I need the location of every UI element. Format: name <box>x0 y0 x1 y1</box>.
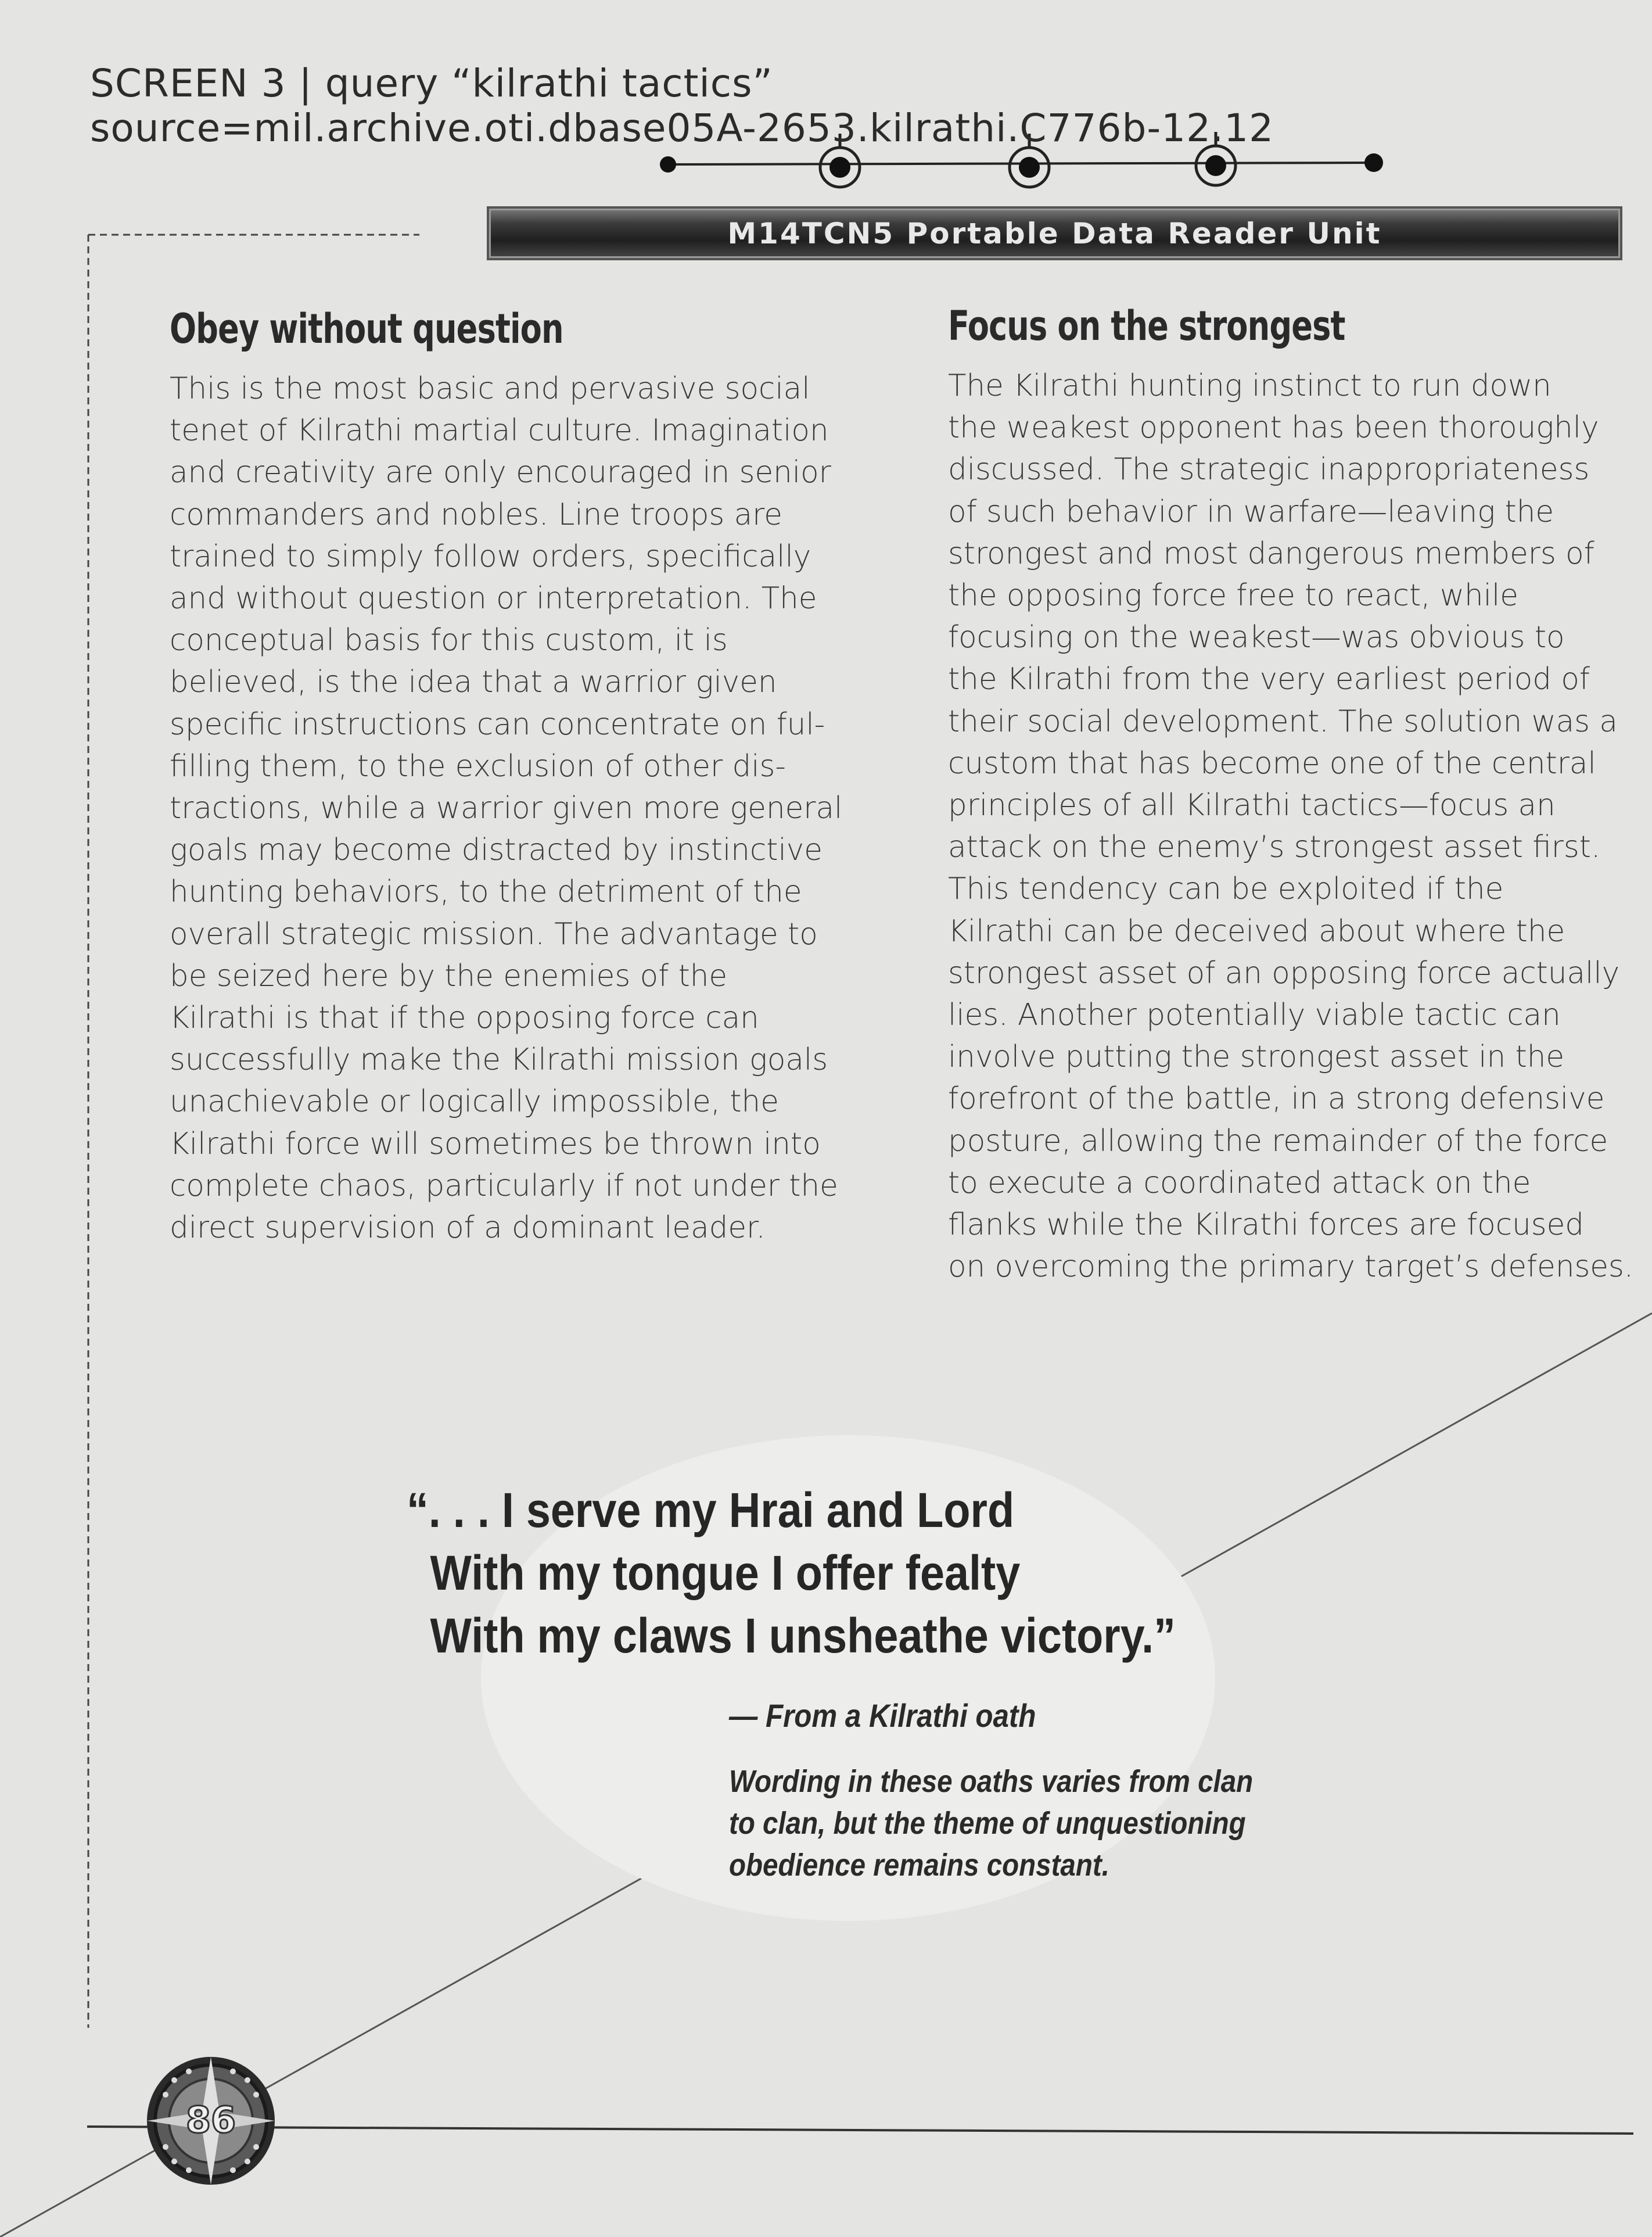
body-line: to execute a coordinated attack on the <box>948 1165 1531 1200</box>
body-line: Kilrathi can be deceived about where the <box>948 913 1565 949</box>
connector-dot-end <box>1364 153 1383 172</box>
body-line: the weakest opponent has been thoroughly <box>948 410 1599 446</box>
body-line: Kilrathi force will sometimes be thrown into <box>170 1126 821 1161</box>
body-line: focusing on the weakest—was obvious to <box>948 620 1565 655</box>
body-line: posture, allowing the remainder of the force <box>948 1123 1608 1159</box>
source-path-line: source=mil.archive.oti.dbase05A-2653.kilrathi.C776b-12.12 <box>90 106 1274 150</box>
body-line: believed, is the idea that a warrior given <box>170 665 777 700</box>
screen-query-line: SCREEN 3 | query “kilrathi tactics” <box>90 61 773 106</box>
body-line: the opposing force free to react, while <box>948 578 1518 614</box>
right-article <box>948 302 1633 1288</box>
quote-line: With my tongue I offer fealty <box>430 1546 1021 1600</box>
left-article-body <box>170 368 855 1249</box>
body-line: be seized here by the enemies of the <box>170 958 728 994</box>
oath-quote <box>407 1479 1176 1667</box>
body-line: strongest asset of an opposing force actually <box>948 955 1620 991</box>
body-line: unachievable or logically impossible, the <box>170 1084 779 1120</box>
body-line: direct supervision of a dominant leader. <box>170 1210 766 1246</box>
body-line: the Kilrathi from the very earliest period of <box>948 662 1590 697</box>
body-line: and without question or interpretation. The <box>170 581 817 616</box>
body-line: hunting behaviors, to the detriment of the <box>170 874 802 910</box>
note-line: to clan, but the theme of unquestioning <box>729 1806 1246 1841</box>
data-reader-title-bar <box>487 206 1622 260</box>
body-line: trained to simply follow orders, specifically <box>170 539 811 574</box>
body-line: attack on the enemy’s strongest asset first. <box>948 830 1601 865</box>
body-line: principles of all Kilrathi tactics—focus an <box>948 788 1556 823</box>
body-line: and creativity are only encouraged in senior <box>170 455 831 490</box>
body-line: involve putting the strongest asset in the <box>948 1039 1565 1075</box>
right-article-heading: Focus on the strongest <box>948 302 1345 350</box>
note-line: obedience remains constant. <box>729 1848 1109 1883</box>
right-article-body <box>948 365 1633 1288</box>
connector-dot-start <box>660 156 676 173</box>
footer-line <box>87 2127 1633 2134</box>
body-line: commanders and nobles. Line troops are <box>170 497 782 532</box>
body-line: forefront of the battle, in a strong defensive <box>948 1081 1605 1117</box>
body-line: tenet of Kilrathi martial culture. Imagination <box>170 413 829 449</box>
page-number: 86 <box>185 2098 236 2141</box>
body-line: goals may become distracted by instinctive <box>170 833 823 868</box>
quote-line: With my claws I unsheathe victory.” <box>430 1608 1176 1663</box>
note-line: Wording in these oaths varies from clan <box>729 1764 1254 1799</box>
body-line: The Kilrathi hunting instinct to run down <box>948 368 1552 403</box>
body-line: overall strategic mission. The advantage to <box>170 916 818 952</box>
body-line: their social development. The solution was a <box>948 704 1618 739</box>
body-line: This tendency can be exploited if the <box>948 872 1504 907</box>
left-article <box>170 305 855 1249</box>
body-line: lies. Another potentially viable tactic can <box>948 998 1561 1033</box>
left-article-heading: Obey without question <box>170 305 563 353</box>
body-line: This is the most basic and pervasive social <box>170 371 810 406</box>
body-line: filling them, to the exclusion of other dis- <box>170 748 786 784</box>
body-line: flanks while the Kilrathi forces are focused <box>948 1207 1584 1243</box>
body-line: Kilrathi is that if the opposing force can <box>170 1001 759 1036</box>
data-reader-title: M14TCN5 Portable Data Reader Unit <box>727 216 1382 250</box>
body-line: of such behavior in warfare—leaving the <box>948 494 1554 529</box>
body-line: strongest and most dangerous members of <box>948 536 1594 571</box>
body-line: on overcoming the primary target’s defenses. <box>948 1249 1634 1285</box>
body-line: tractions, while a warrior given more general <box>170 791 843 826</box>
body-line: specific instructions can concentrate on ful- <box>170 707 825 742</box>
quote-attribution: — From a Kilrathi oath <box>729 1697 1036 1734</box>
body-line: complete chaos, particularly if not under the <box>170 1168 838 1203</box>
body-line: conceptual basis for this custom, it is <box>170 623 728 658</box>
body-line: discussed. The strategic inappropriateness <box>948 452 1590 487</box>
quote-note <box>729 1761 1253 1886</box>
body-line: successfully make the Kilrathi mission goals <box>170 1042 828 1078</box>
body-line: custom that has become one of the central <box>948 745 1596 781</box>
quote-line: “. . . I serve my Hrai and Lord <box>407 1483 1015 1537</box>
